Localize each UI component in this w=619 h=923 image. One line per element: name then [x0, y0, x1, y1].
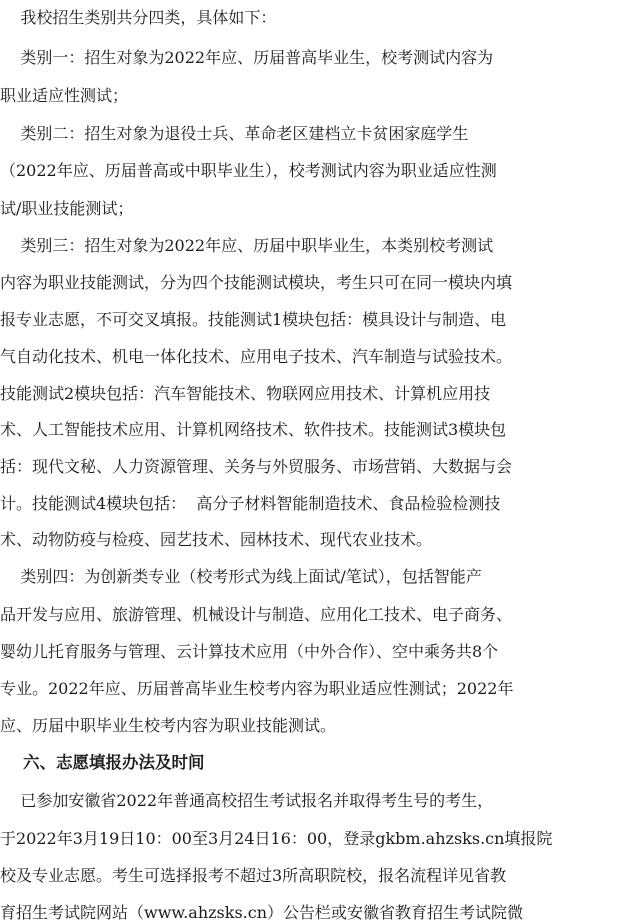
text-line: 类别一：招生对象为2022年应、历届普高毕业生，校考测试内容为	[0, 48, 494, 67]
text-line: 气自动化技术、机电一体化技术、应用电子技术、汽车制造与试验技术。	[0, 347, 513, 366]
text-line: 类别三：招生对象为2022年应、历届中职毕业生，本类别校考测试	[0, 236, 494, 255]
text-line: 婴幼儿托育服务与管理、云计算技术应用（中外合作）、空中乘务共8个	[0, 642, 499, 661]
text-line: 计。技能测试4模块包括： 高分子材料智能制造技术、食品检验检测技	[0, 494, 501, 513]
text-line: 类别二：招生对象为退役士兵、革命老区建档立卡贫困家庭学生	[0, 124, 469, 143]
text-line: （2022年应、历届普高或中职毕业生），校考测试内容为职业适应性测	[0, 161, 497, 180]
text-line: 育招生考试院网站（www.ahzsks.cn）公告栏或安徽省教育招生考试院微	[0, 903, 524, 922]
text-line: 术、动物防疫与检疫、园艺技术、园林技术、现代农业技术。	[0, 530, 433, 549]
text-line: 专业。2022年应、历届普高毕业生校考内容为职业适应性测试；2022年	[0, 679, 514, 698]
text-line: 括：现代文秘、人力资源管理、关务与外贸服务、市场营销、大数据与会	[0, 457, 513, 476]
text-line: 已参加安徽省2022年普通高校招生考试报名并取得考生号的考生，	[0, 791, 494, 810]
text-line: 类别四：为创新类专业（校考形式为线上面试/笔试），包括智能产	[0, 567, 482, 586]
text-line: 职业适应性测试；	[0, 86, 129, 105]
section-heading: 六、志愿填报办法及时间	[0, 753, 205, 772]
text-line: 技能测试2模块包括：汽车智能技术、物联网应用技术、计算机应用技	[0, 384, 491, 403]
text-line: 品开发与应用、旅游管理、机械设计与制造、应用化工技术、电子商务、	[0, 605, 513, 624]
text-line: 我校招生类别共分四类，具体如下：	[0, 8, 277, 27]
text-line: 试/职业技能测试；	[0, 199, 134, 218]
text-line: 报专业志愿，不可交叉填报。技能测试1模块包括：模具设计与制造、电	[0, 310, 507, 329]
text-line: 于2022年3月19日10：00至3月24日16：00，登录gkbm.ahzsks.cn填报院	[0, 829, 553, 848]
text-line: 内容为职业技能测试，分为四个技能测试模块，考生只可在同一模块内填	[0, 273, 513, 292]
text-line: 应、历届中职毕业生校考内容为职业技能测试。	[0, 716, 337, 735]
text-line: 术、人工智能技术应用、计算机网络技术、软件技术。技能测试3模块包	[0, 420, 507, 439]
text-line: 校及专业志愿。考生可选择报考不超过3所高职院校，报名流程详见省教	[0, 866, 507, 885]
